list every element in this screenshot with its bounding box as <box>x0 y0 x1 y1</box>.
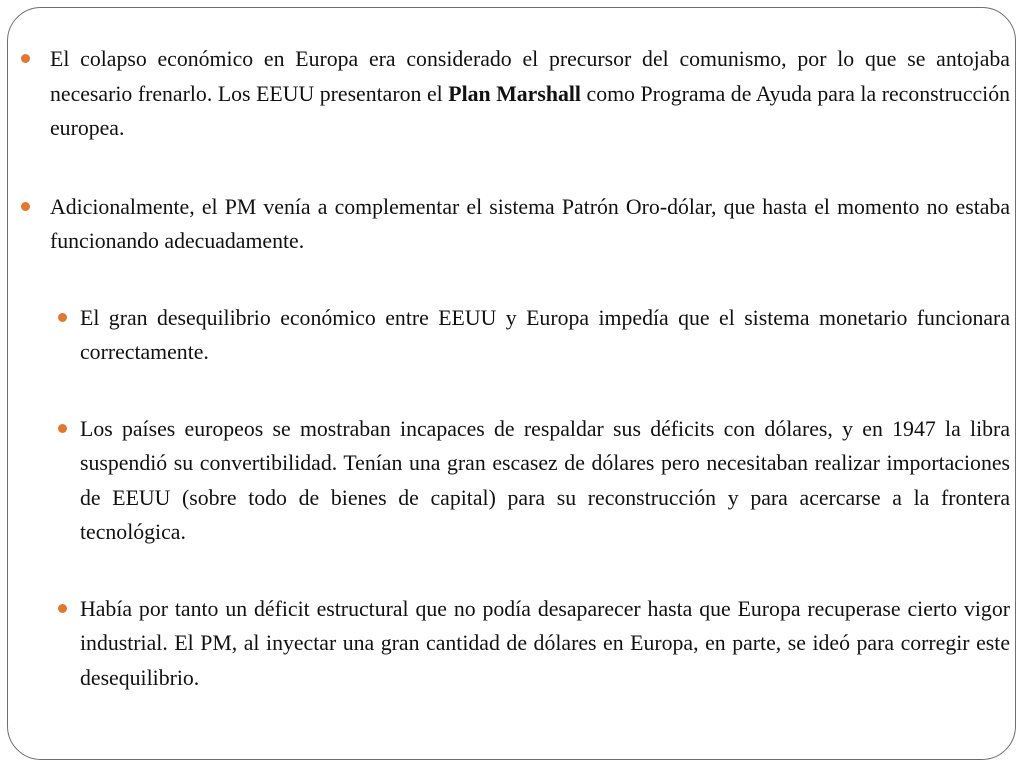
sub-bullet-paragraph-1 <box>16 301 1010 370</box>
paragraph-2-text: Adicionalmente, el PM venía a complementar el sistema Patrón Oro-dólar, que hasta el momento no estaba funcionando adecuadamente. <box>50 194 1010 253</box>
paragraph-1-text-end: como Programa de Ayuda para la reconstrucción europea. <box>50 81 1011 140</box>
sub-bullet-paragraph-2 <box>16 412 1010 550</box>
sub-bullet-paragraph-3 <box>16 592 1010 696</box>
sub-paragraph-3-text: Había por tanto un déficit estructural que no podía desaparecer hasta que Europa recuperase cierto vigor industrial. El PM, al inyectar una gran cantidad de dólares en Europa, en parte, se ideó para corregir este desequilibrio. <box>80 596 1010 690</box>
paragraph-1-text-start: El colapso económico en Europa era considerado el precursor del comunismo, por lo que se antojaba necesario frenarlo. Los EEUU presentaron el <box>50 47 1010 106</box>
sub-paragraph-2-text: Los países europeos se mostraban incapaces de respaldar sus déficits con dólares, y en 1947 la libra suspendió su convertibilidad. Tenían una gran escasez de dólares pero necesitaban realizar importaciones de EEUU (sobre todo de bienes de capital) para su reconstrucción y para acercarse a la frontera tecnológica. <box>80 416 1010 544</box>
bullet-paragraph-2 <box>16 190 1010 259</box>
bullet-paragraph-1 <box>16 42 1010 146</box>
sub-paragraph-1-text: El gran desequilibrio económico entre EEUU y Europa impedía que el sistema monetario funcionara correctamente. <box>80 305 1010 364</box>
slide-content <box>16 42 1010 695</box>
bullet-dot-icon <box>58 313 67 322</box>
plan-marshall-term: Plan Marshall <box>448 81 581 106</box>
bullet-dot-icon <box>58 604 67 613</box>
bullet-dot-icon <box>58 424 67 433</box>
bullet-dot-icon <box>21 202 30 211</box>
bullet-dot-icon <box>21 54 30 63</box>
slide-frame <box>7 7 1016 760</box>
